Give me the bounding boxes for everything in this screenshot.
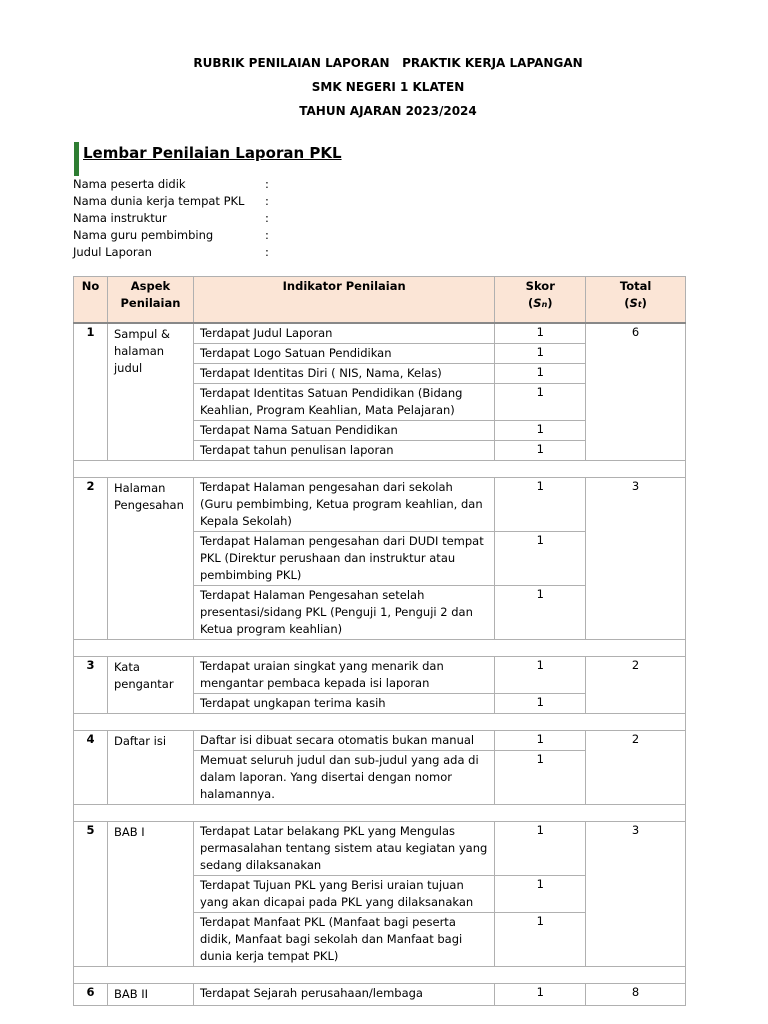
cell-aspek: Halaman Pengesahan (107, 477, 193, 639)
cell-skor: 1 (495, 693, 586, 713)
cell-skor: 1 (495, 983, 586, 1005)
cell-indikator: Memuat seluruh judul dan sub-judul yang ada di dalam laporan. Yang disertai dengan nomor halamannya. (193, 750, 494, 804)
cell-skor: 1 (495, 912, 586, 966)
cell-aspek: Kata pengantar (107, 656, 193, 713)
cell-aspek: Sampul & halaman judul (107, 323, 193, 461)
field-label: Judul Laporan (73, 245, 152, 259)
field-label: Nama instruktur (73, 211, 167, 225)
identity-fields (73, 176, 373, 261)
cell-indikator: Terdapat Halaman pengesahan dari DUDI tempat PKL (Direktur perushaan dan instruktur atau pembimbing PKL) (193, 531, 494, 585)
cell-skor: 1 (495, 440, 586, 460)
cell-skor: 1 (495, 821, 586, 875)
table-row (74, 730, 686, 750)
cell-aspek: BAB II (107, 983, 193, 1005)
cell-indikator: Terdapat Identitas Diri ( NIS, Nama, Kelas) (193, 363, 494, 383)
header-school: SMK NEGERI 1 KLATEN (311, 80, 465, 94)
section-accent-bar (74, 142, 79, 176)
cell-indikator: Terdapat ungkapan terima kasih (193, 693, 494, 713)
cell-indikator: Terdapat Logo Satuan Pendidikan (193, 343, 494, 363)
cell-total: 3 (586, 821, 686, 966)
spacer-row (74, 639, 686, 656)
header-skor (495, 277, 586, 323)
cell-no: 4 (74, 730, 108, 804)
spacer-cell (74, 460, 686, 477)
cell-total: 6 (586, 323, 686, 461)
field-label: Nama peserta didik (73, 177, 186, 191)
field-colon: : (265, 177, 269, 191)
field-colon: : (265, 228, 269, 242)
cell-indikator: Terdapat Halaman pengesahan dari sekolah (Guru pembimbing, Ketua program keahlian, dan Kepala Sekolah) (193, 477, 494, 531)
rubric-body (74, 323, 686, 1006)
field-nama-peserta (73, 176, 373, 193)
spacer-cell (74, 713, 686, 730)
header-indikator: Indikator Penilaian (193, 277, 494, 323)
header-year: TAHUN AJARAN 2023/2024 (299, 104, 477, 118)
cell-indikator: Terdapat Nama Satuan Pendidikan (193, 420, 494, 440)
cell-skor: 1 (495, 383, 586, 420)
cell-indikator: Terdapat Halaman Pengesahan setelah presentasi/sidang PKL (Penguji 1, Penguji 2 dan Ketua program keahlian) (193, 585, 494, 639)
cell-no: 5 (74, 821, 108, 966)
table-row (74, 477, 686, 531)
cell-skor: 1 (495, 585, 586, 639)
spacer-row (74, 713, 686, 730)
field-instruktur (73, 210, 373, 227)
field-label: Nama dunia kerja tempat PKL (73, 194, 245, 208)
cell-skor: 1 (495, 363, 586, 383)
cell-skor: 1 (495, 323, 586, 344)
header-total-label: Total (619, 279, 652, 293)
cell-skor: 1 (495, 656, 586, 693)
header-aspek: Aspek Penilaian (107, 277, 193, 323)
table-row (74, 656, 686, 693)
cell-total: 8 (586, 983, 686, 1005)
header-skor-label: Skor (525, 279, 555, 293)
cell-indikator: Terdapat Latar belakang PKL yang Mengulas permasalahan tentang sistem atau kegiatan yang sedang dilaksanakan (193, 821, 494, 875)
cell-skor: 1 (495, 531, 586, 585)
table-row (74, 821, 686, 875)
document-header (0, 52, 768, 124)
header-title: RUBRIK PENILAIAN LAPORAN PRAKTIK KERJA LAPANGAN (193, 56, 583, 70)
cell-no: 2 (74, 477, 108, 639)
spacer-cell (74, 804, 686, 821)
spacer-cell (74, 639, 686, 656)
field-guru-pembimbing (73, 227, 373, 244)
section-title (74, 142, 342, 176)
field-colon: : (265, 245, 269, 259)
header-skor-symbol: (Sn) (528, 296, 553, 310)
field-colon: : (265, 194, 269, 208)
cell-skor: 1 (495, 750, 586, 804)
field-dunia-kerja (73, 193, 373, 210)
cell-aspek: BAB I (107, 821, 193, 966)
cell-total: 2 (586, 656, 686, 713)
cell-aspek: Daftar isi (107, 730, 193, 804)
header-no: No (74, 277, 108, 323)
cell-total: 2 (586, 730, 686, 804)
header-total (586, 277, 686, 323)
spacer-row (74, 460, 686, 477)
cell-indikator: Terdapat Tujuan PKL yang Berisi uraian tujuan yang akan dicapai pada PKL yang dilaksanakan (193, 875, 494, 912)
cell-no: 1 (74, 323, 108, 461)
spacer-cell (74, 966, 686, 983)
cell-indikator: Terdapat Sejarah perusahaan/lembaga (193, 983, 494, 1005)
cell-indikator: Terdapat uraian singkat yang menarik dan mengantar pembaca kepada isi laporan (193, 656, 494, 693)
section-title-text: Lembar Penilaian Laporan PKL (83, 144, 342, 162)
table-row (74, 323, 686, 344)
field-colon: : (265, 211, 269, 225)
cell-skor: 1 (495, 477, 586, 531)
cell-skor: 1 (495, 730, 586, 750)
field-judul-laporan (73, 244, 373, 261)
cell-skor: 1 (495, 420, 586, 440)
cell-indikator: Terdapat Judul Laporan (193, 323, 494, 344)
table-row (74, 983, 686, 1005)
cell-indikator: Terdapat Identitas Satuan Pendidikan (Bidang Keahlian, Program Keahlian, Mata Pelajaran) (193, 383, 494, 420)
rubric-table (73, 276, 686, 1006)
field-label: Nama guru pembimbing (73, 228, 214, 242)
cell-skor: 1 (495, 875, 586, 912)
cell-no: 3 (74, 656, 108, 713)
header-total-symbol: (St) (624, 296, 647, 310)
cell-indikator: Daftar isi dibuat secara otomatis bukan manual (193, 730, 494, 750)
cell-indikator: Terdapat Manfaat PKL (Manfaat bagi peserta didik, Manfaat bagi sekolah dan Manfaat bagi dunia kerja tempat PKL) (193, 912, 494, 966)
table-header-row (74, 277, 686, 323)
spacer-row (74, 804, 686, 821)
cell-total: 3 (586, 477, 686, 639)
cell-indikator: Terdapat tahun penulisan laporan (193, 440, 494, 460)
cell-skor: 1 (495, 343, 586, 363)
spacer-row (74, 966, 686, 983)
cell-no: 6 (74, 983, 108, 1005)
